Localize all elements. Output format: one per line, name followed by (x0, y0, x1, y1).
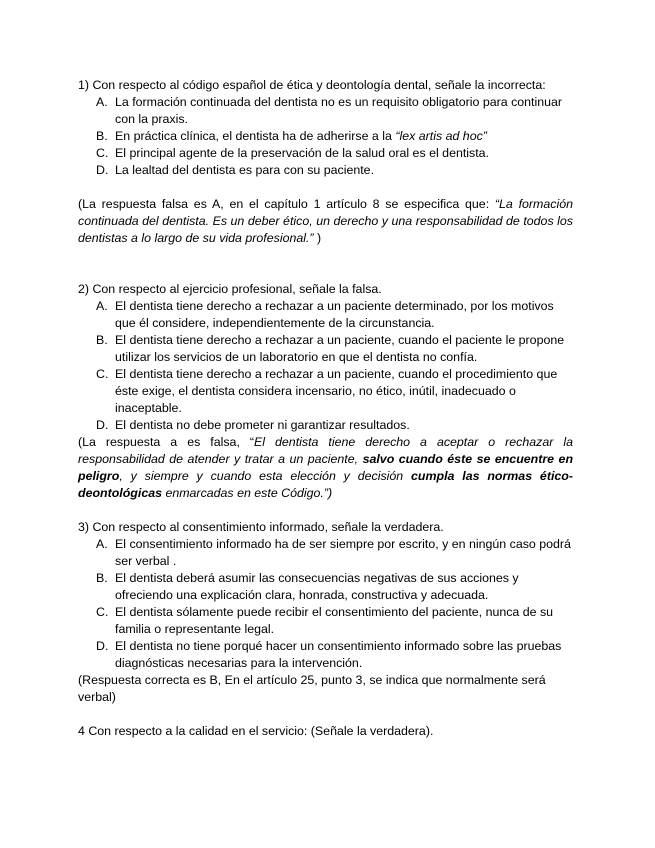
answer-bold-1: salvo cuando éste se encuentre en peligro (78, 452, 574, 483)
option-c (78, 366, 573, 417)
question-2 (78, 281, 573, 502)
question-1 (78, 77, 573, 247)
option-b (78, 570, 573, 604)
option-text: El dentista tiene derecho a rechazar a un paciente determinado, por los motivos que él considere, independientemente de la circunstancia. (115, 299, 554, 330)
option-letter: C. (96, 605, 109, 619)
option-letter: A. (96, 95, 108, 109)
option-text: El dentista tiene derecho a rechazar a un paciente, cuando el paciente le propone utilizar los servicios de un laboratorio en que el dentista no confía. (115, 333, 565, 364)
option-b (78, 128, 573, 145)
option-letter: B. (96, 571, 108, 585)
answer-quote: “La formación continuada del dentista. Es un deber ético, un derecho y una responsabilidad de todos los dentistas a lo largo de su vida profesional.” (78, 197, 573, 245)
question-title: 3) Con respecto al consentimiento informado, señale la verdadera. (78, 520, 444, 534)
answer-end: ) (313, 231, 322, 245)
options-list (78, 536, 573, 672)
answer-bold-2: cumpla las normas ético-deontológicas (78, 469, 573, 500)
option-text: El dentista no debe prometer ni garantizar resultados. (115, 418, 410, 432)
option-letter: C. (96, 146, 109, 160)
option-text: La formación continuada del dentista no es un requisito obligatorio para continuar con la praxis. (115, 95, 563, 126)
option-text: El dentista deberá asumir las consecuencias negativas de sus acciones y ofreciendo una explicación clara, honrada, constructiva y adecuada. (115, 571, 519, 602)
answer-explanation (78, 196, 573, 247)
option-letter: A. (96, 299, 108, 313)
question-title: 2) Con respecto al ejercicio profesional, señale la falsa. (78, 282, 382, 296)
answer-plain: (La respuesta falsa es A, en el capítulo 1 artículo 8 se especifica que: (78, 197, 495, 211)
option-text-italic: “lex artis ad hoc” (395, 129, 487, 143)
option-letter: B. (96, 129, 108, 143)
option-d (78, 162, 573, 179)
option-a (78, 298, 573, 332)
answer-quote: El dentista tiene derecho a aceptar o rechazar la responsabilidad de atender y tratar a un paciente, (78, 435, 573, 466)
option-d (78, 638, 573, 672)
option-letter: D. (96, 163, 109, 177)
answer-quote-3: enmarcadas en este Código.”) (162, 486, 333, 500)
answer-quote-2: , y siempre y cuando esta elección y decisión (119, 469, 412, 483)
option-d (78, 417, 573, 434)
question-3 (78, 519, 573, 706)
option-text: El dentista tiene derecho a rechazar a un paciente, cuando el procedimiento que éste exige, el dentista considera incensario, no ético, inútil, inadecuado o inaceptable. (115, 367, 558, 415)
option-text: El principal agente de la preservación de la salud oral es el dentista. (115, 146, 490, 160)
question-4 (78, 723, 573, 740)
option-letter: A. (96, 537, 108, 551)
answer-plain: (La respuesta a es falsa, “ (78, 435, 255, 449)
options-list (78, 94, 573, 179)
option-a (78, 94, 573, 128)
option-letter: C. (96, 367, 109, 381)
option-a (78, 536, 573, 570)
options-list (78, 298, 573, 434)
option-text: El dentista sólamente puede recibir el consentimiento del paciente, nunca de su familia o representante legal. (115, 605, 554, 636)
question-title: 1) Con respecto al código español de ética y deontología dental, señale la incorrecta: (78, 78, 546, 92)
answer-explanation (78, 434, 573, 502)
option-letter: B. (96, 333, 108, 347)
question-title: 4 Con respecto a la calidad en el servicio: (Señale la verdadera). (78, 724, 434, 738)
option-c (78, 145, 573, 162)
option-text: La lealtad del dentista es para con su paciente. (115, 163, 375, 177)
answer-explanation: (Respuesta correcta es B, En el artículo 25, punto 3, se indica que normalmente será verbal) (78, 673, 546, 704)
option-text: En práctica clínica, el dentista ha de adherirse a la (115, 129, 396, 143)
option-text: El consentimiento informado ha de ser siempre por escrito, y en ningún caso podrá ser verbal . (115, 537, 571, 568)
option-letter: D. (96, 639, 109, 653)
option-text: El dentista no tiene porqué hacer un consentimiento informado sobre las pruebas diagnósticas necesarias para la intervención. (115, 639, 562, 670)
option-c (78, 604, 573, 638)
option-letter: D. (96, 418, 109, 432)
option-b (78, 332, 573, 366)
